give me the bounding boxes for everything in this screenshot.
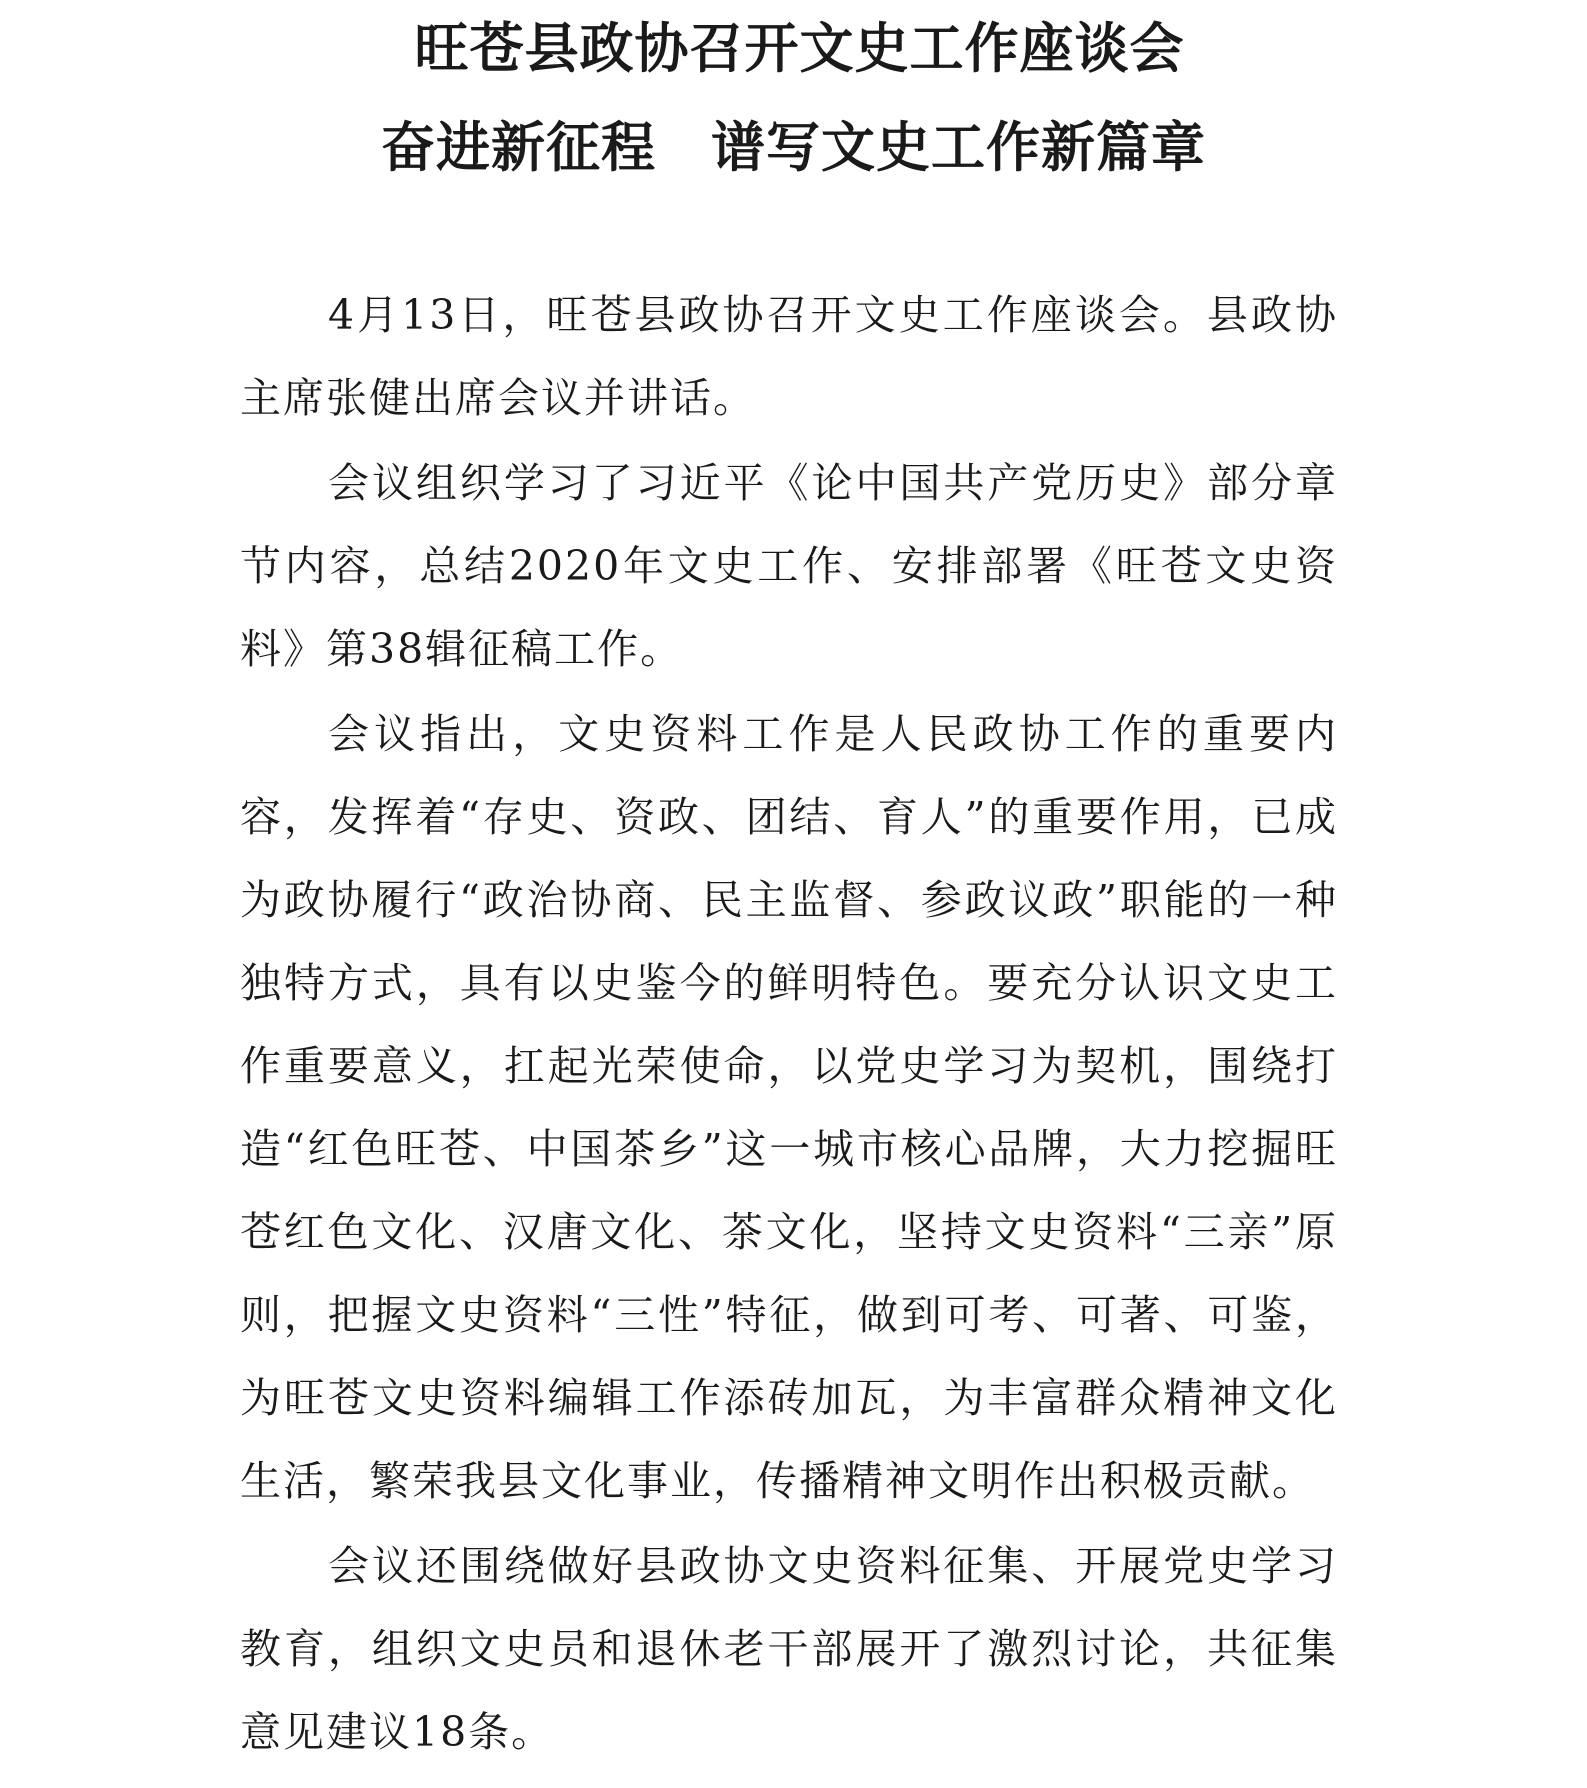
paragraph-1: 4月13日，旺苍县政协召开文史工作座谈会。县政协主席张健出席会议并讲话。	[240, 291, 1338, 422]
document-body	[240, 274, 1338, 1776]
paragraph-3: 会议指出，文史资料工作是人民政协工作的重要内容，发挥着“存史、资政、团结、育人”的重要作用，已成为政协履行“政治协商、民主监督、参政议政”职能的一种独特方式，具有以史鉴今的鲜明特色。要充分认识文史工作重要意义，扛起光荣使命，以党史学习为契机，围绕打造“红色旺苍、中国茶乡”这一城市核心品牌，大力挖掘旺苍红色文化、汉唐文化、茶文化，坚持文史资料“三亲”原则，把握文史资料“三性”特征，做到可考、可著、可鉴，为旺苍文史资料编辑工作添砖加瓦，为丰富群众精神文化生活，繁荣我县文化事业，传播精神文明作出积极贡献。	[240, 710, 1338, 1505]
paragraph-4: 会议还围绕做好县政协文史资料征集、开展党史学习教育，组织文史员和退休老干部展开了激烈讨论，共征集意见建议18条。	[240, 1542, 1338, 1756]
document-subtitle: 奋进新征程 谱写文史工作新篇章	[381, 115, 1206, 179]
paragraph-2: 会议组织学习了习近平《论中国共产党历史》部分章节内容，总结2020年文史工作、安排部署《旺苍文史资料》第38辑征稿工作。	[240, 459, 1338, 673]
document-title: 旺苍县政协召开文史工作座谈会	[414, 16, 1185, 80]
